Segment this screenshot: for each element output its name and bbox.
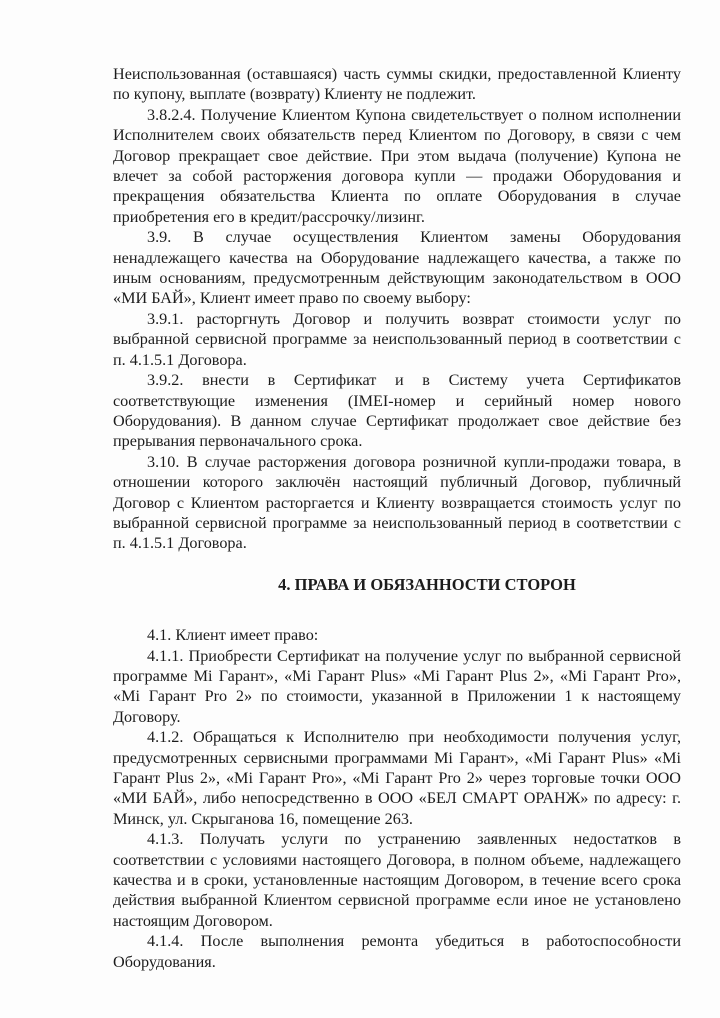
paragraph-4-1-4: 4.1.4. После выполнения ремонта убедиться в работоспособности Оборудования. (113, 932, 681, 971)
paragraph-4-1-1: 4.1.1. Приобрести Сертификат на получение услуг по выбранной сервисной программе Mi Гарант», «Mi Гарант Plus» «Mi Гарант Plus 2», «Mi Гарант Pro», «Mi Гарант Pro 2» по стоимости, указанной в Приложении 1 к настоящему Договору. (113, 646, 681, 726)
paragraph-unused-discount: Неиспользованная (оставшаяся) часть суммы скидки, предоставленной Клиенту по купону, выплате (возврату) Клиенту не подлежит. (113, 65, 681, 104)
paragraph-3-9-1: 3.9.1. расторгнуть Договор и получить возврат стоимости услуг по выбранной сервисной программе за неиспользованный период в соответствии с п. 4.1.5.1 Договора. (113, 309, 681, 369)
document-body (113, 64, 681, 972)
paragraph-3-9-2: 3.9.2. внести в Сертификат и в Систему учета Сертификатов соответствующие изменения (IMEI-номер и серийный номер нового Оборудования). В данном случае Сертификат продолжает свое действие без прерывания первоначального срока. (113, 371, 681, 451)
paragraph-4-1-3: 4.1.3. Получать услуги по устранению заявленных недостатков в соответствии с условиями настоящего Договора, в полном объеме, надлежащего качества и в сроки, установленные настоящим Договором, в течение всего срока действия выбранной Клиентом сервисной программе если иное не установлено настоящим Договором. (113, 830, 681, 930)
section-heading: 4. ПРАВА И ОБЯЗАННОСТИ СТОРОН (278, 574, 576, 594)
paragraph-3-9: 3.9. В случае осуществления Клиентом замены Оборудования ненадлежащего качества на Оборудование надлежащего качества, а также по иным основаниям, предусмотренным действующим законодательством в ООО «МИ БАЙ», Клиент имеет право по своему выбору: (113, 228, 681, 308)
paragraph-4-1: 4.1. Клиент имеет право: (147, 626, 319, 645)
paragraph-3-10: 3.10. В случае расторжения договора розничной купли-продажи товара, в отношении которого заключён настоящий публичный Договор, публичный Договор с Клиентом расторгается и Клиенту возвращается стоимость услуг по выбранной сервисной программе за неиспользованный период в соответствии с п. 4.1.5.1 Договора. (113, 452, 681, 553)
paragraph-4-1-2: 4.1.2. Обращаться к Исполнителю при необходимости получения услуг, предусмотренных сервисными программами Mi Гарант», «Mi Гарант Plus» «Mi Гарант Plus 2», «Mi Гарант Pro», «Mi Гарант Pro 2» через торговые точки ООО «МИ БАЙ», либо непосредственно в ООО «БЕЛ СМАРТ ОРАНЖ» по адресу: г. Минск, ул. Скрыганова 16, помещение 263. (113, 728, 681, 828)
paragraph-3-8-2-4: 3.8.2.4. Получение Клиентом Купона свидетельствует о полном исполнении Исполнителем своих обязательств перед Клиентом по Договору, в связи с чем Договор прекращает свое действие. При этом выдача (получение) Купона не влечет за собой расторжения договора купли — продажи Оборудования и прекращения обязательства Клиента по оплате Оборудования в случае приобретения его в кредит/рассрочку/лизинг. (113, 105, 681, 226)
